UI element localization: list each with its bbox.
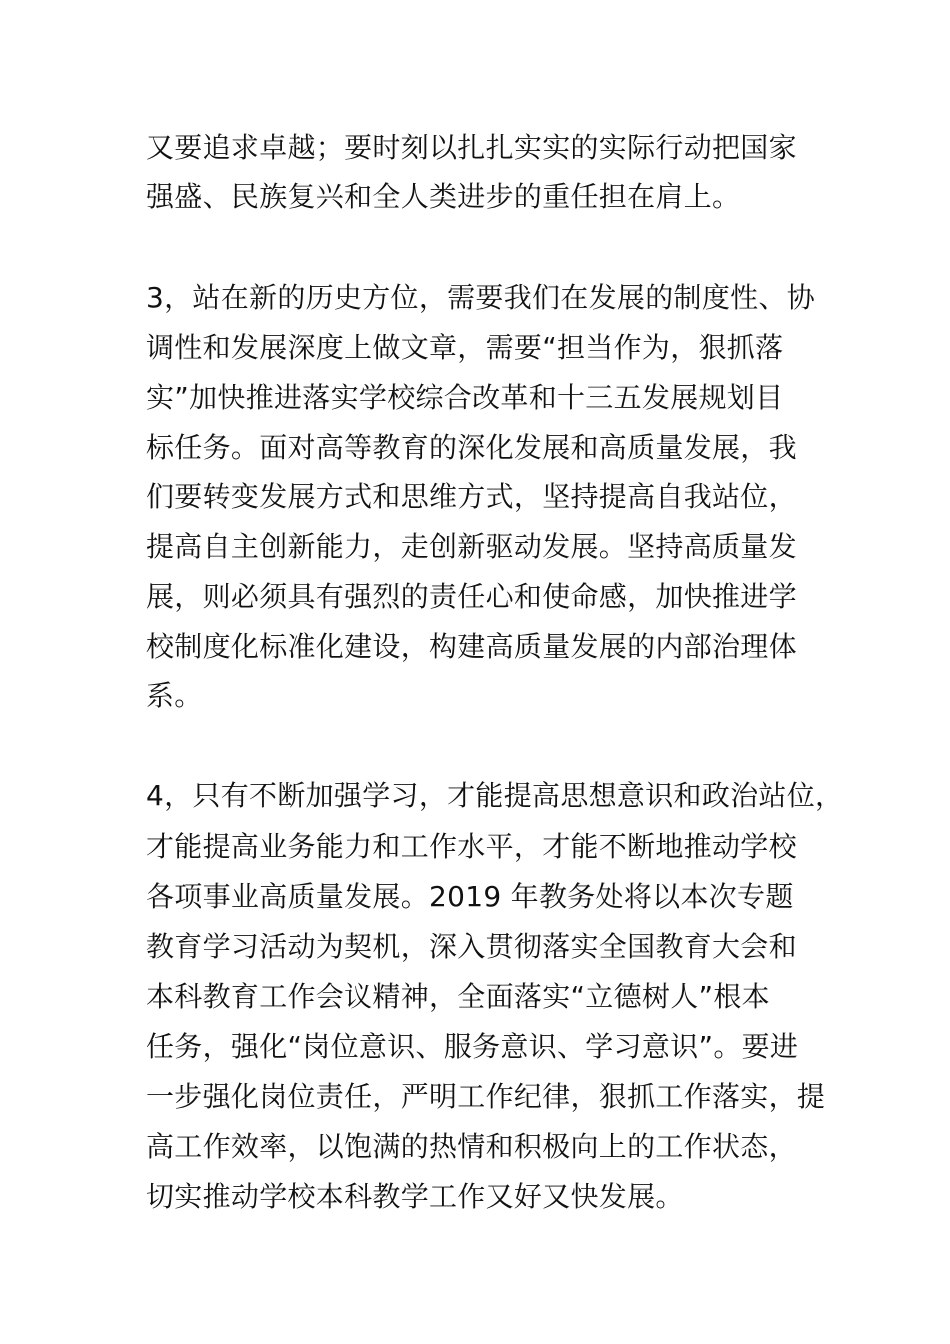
paragraph-line: 们要转变发展方式和思维方式，坚持提高自我站位， xyxy=(146,480,797,513)
paragraph-line: 校制度化标准化建设，构建高质量发展的内部治理体 xyxy=(146,630,797,663)
paragraph-line: 又要追求卓越；要时刻以扎扎实实的实际行动把国家 xyxy=(146,131,797,164)
paragraph-line: 调性和发展深度上做文章，需要“担当作为，狠抓落 xyxy=(146,331,784,364)
paragraph-line: 标任务。面对高等教育的深化发展和高质量发展，我 xyxy=(146,431,797,464)
paragraph-line: 任务，强化“岗位意识、服务意识、学习意识”。要进 xyxy=(146,1030,799,1063)
paragraph-line: 本科教育工作会议精神，全面落实“立德树人”根本 xyxy=(146,980,770,1013)
paragraph-line: 一步强化岗位责任，严明工作纪律，狠抓工作落实，提 xyxy=(146,1080,826,1113)
paragraph-line: 4，只有不断加强学习，才能提高思想意识和政治站位， xyxy=(146,779,844,812)
paragraph-line: 3，站在新的历史方位，需要我们在发展的制度性、协 xyxy=(146,281,816,314)
paragraph-line: 提高自主创新能力，走创新驱动发展。坚持高质量发 xyxy=(146,530,797,563)
paragraph-line: 各项事业高质量发展。2019 年教务处将以本次专题 xyxy=(146,880,794,913)
paragraph-line: 才能提高业务能力和工作水平，才能不断地推动学校 xyxy=(146,830,797,863)
paragraph-line: 展，则必须具有强烈的责任心和使命感，加快推进学 xyxy=(146,580,797,613)
paragraph-line: 教育学习活动为契机，深入贯彻落实全国教育大会和 xyxy=(146,930,797,963)
paragraph-line: 高工作效率，以饱满的热情和积极向上的工作状态， xyxy=(146,1130,797,1163)
paragraph-line: 强盛、民族复兴和全人类进步的重任担在肩上。 xyxy=(146,180,741,213)
paragraph-line: 实”加快推进落实学校综合改革和十三五发展规划目 xyxy=(146,381,784,414)
paragraph-line: 切实推动学校本科教学工作又好又快发展。 xyxy=(146,1180,684,1213)
paragraph-line: 系。 xyxy=(146,679,203,712)
